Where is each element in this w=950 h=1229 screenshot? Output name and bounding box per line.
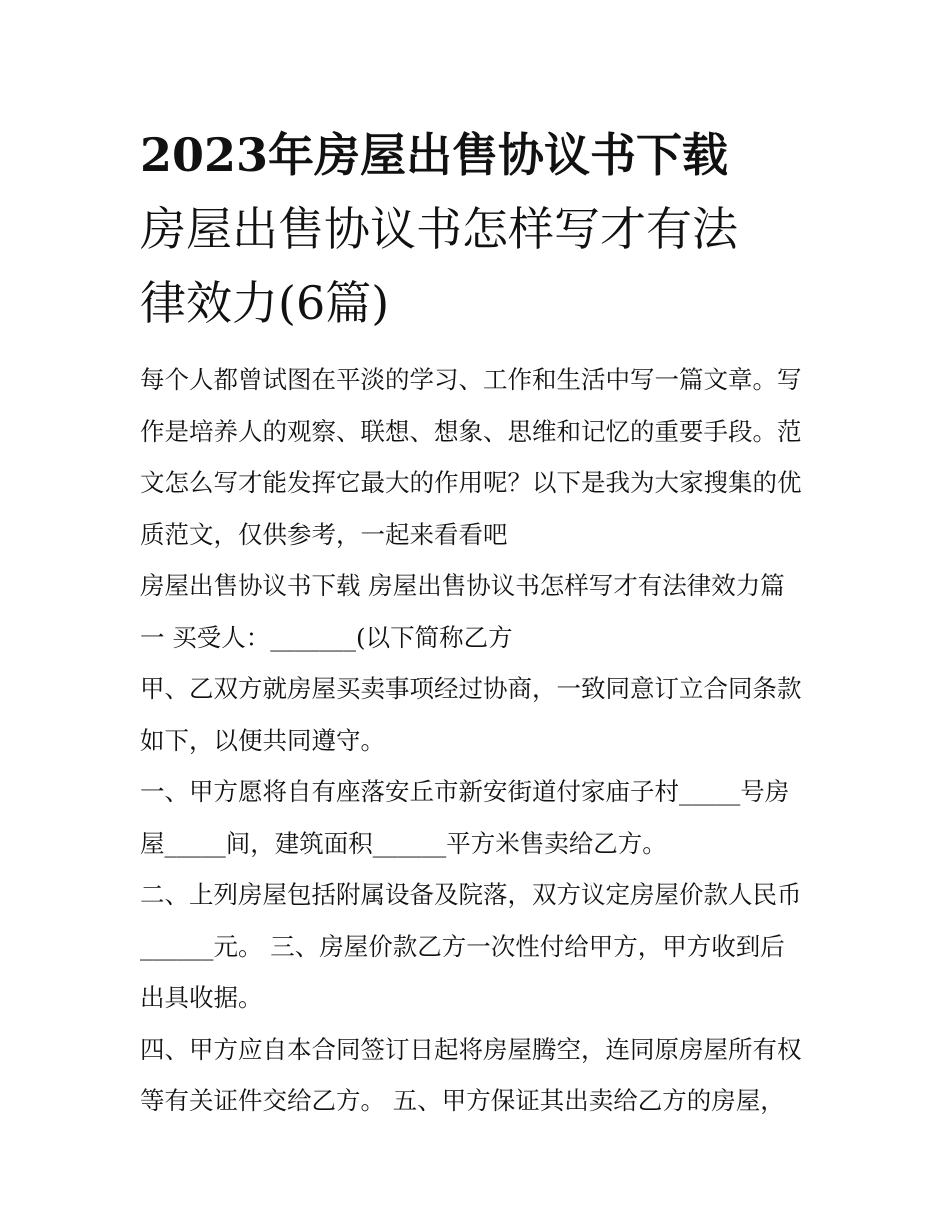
title-line-3: 律效力(6篇): [140, 276, 390, 330]
paragraph-line: 一 买受人：_______(以下简称乙方: [140, 622, 513, 652]
paragraph-line: 质范文，仅供参考，一起来看看吧: [140, 519, 508, 549]
title-line-1: 2023年房屋出售协议书下载: [140, 128, 729, 182]
paragraph-intro: [140, 354, 820, 560]
paragraph-line: 四、甲方应自本合同签订日起将房屋腾空，连同原房屋所有权: [140, 1034, 802, 1064]
document-body: [140, 354, 820, 1127]
paragraph-line: 一、甲方愿将自有座落安丘市新安街道付家庙子村_____号房: [140, 777, 790, 806]
paragraph-line: 每个人都曾试图在平淡的学习、工作和生活中写一篇文章。写: [140, 365, 802, 394]
paragraph-line: 房屋出售协议书下载 房屋出售协议书怎样写才有法律效力篇: [140, 571, 785, 600]
paragraph-line: 作是培养人的观察、联想、想象、思维和记忆的重要手段。范: [140, 416, 802, 446]
paragraph-line: ______元。 三、房屋价款乙方一次性付给甲方，甲方收到后: [140, 931, 785, 961]
paragraph-line: 文怎么写才能发挥它最大的作用呢？以下是我为大家搜集的优: [140, 468, 802, 497]
document-title: [140, 118, 830, 340]
paragraph-line: 甲、乙双方就房屋买卖事项经过协商，一致同意订立合同条款: [140, 674, 802, 703]
paragraph-line: 屋_____间，建筑面积______平方米售卖给乙方。: [140, 828, 667, 858]
paragraph-line: 二、上列房屋包括附属设备及院落，双方议定房屋价款人民币: [140, 880, 802, 909]
paragraph-agreement: [140, 663, 820, 766]
paragraph-clause-1: [140, 766, 820, 869]
paragraph-clause-4-5: [140, 1024, 820, 1127]
paragraph-clause-2-3: [140, 869, 820, 1024]
paragraph-section-heading: [140, 560, 820, 663]
paragraph-line: 出具收据。: [140, 983, 263, 1012]
paragraph-line: 如下，以便共同遵守。: [140, 725, 385, 755]
paragraph-line: 等有关证件交给乙方。 五、甲方保证其出卖给乙方的房屋，: [140, 1086, 785, 1115]
title-line-2: 房屋出售协议书怎样写才有法: [140, 202, 738, 256]
